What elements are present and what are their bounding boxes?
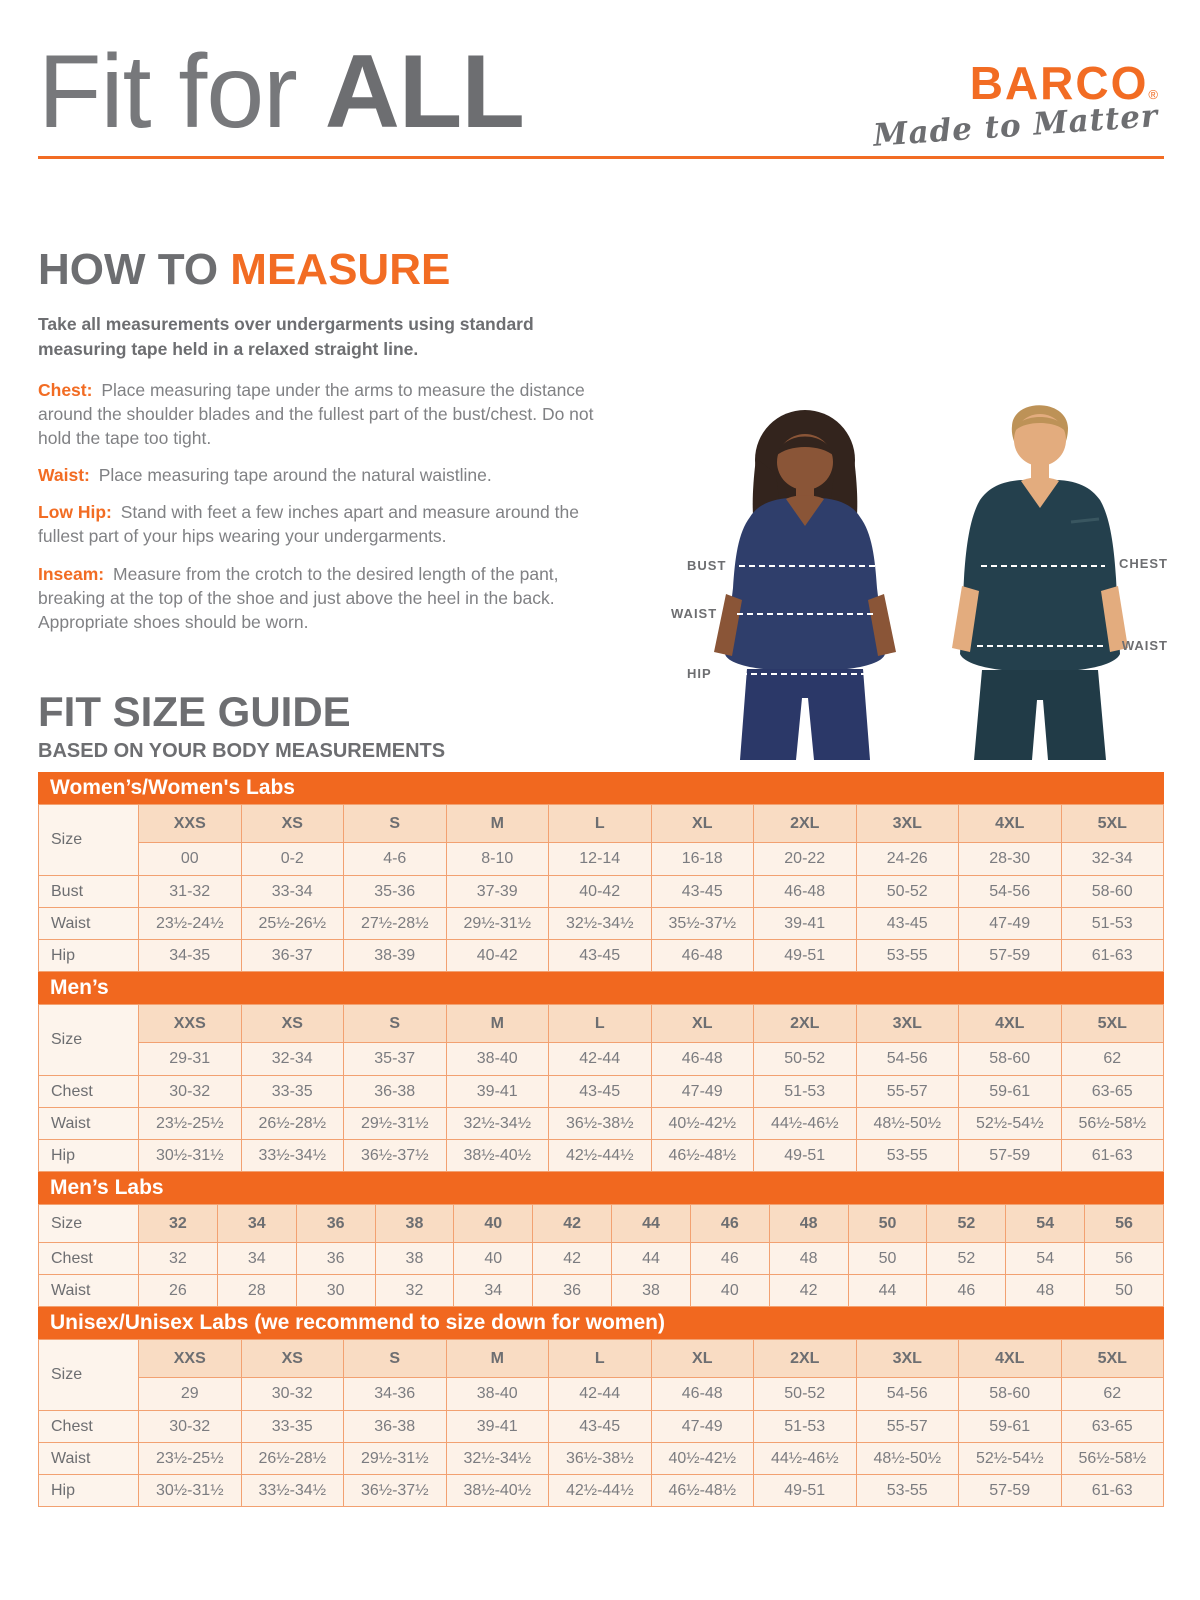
size-number-cell: 28-30: [959, 843, 1062, 876]
measurement-cell: 47-49: [651, 1076, 754, 1108]
size-col-header: 40: [454, 1205, 533, 1243]
measurement-cell: 43-45: [549, 1076, 652, 1108]
measurement-cell: 56½-58½: [1061, 1108, 1164, 1140]
size-col-header: 5XL: [1061, 1005, 1164, 1043]
measurement-cell: 38½-40½: [446, 1475, 549, 1507]
measurement-cell: 27½-28½: [344, 908, 447, 940]
bust-label: BUST: [687, 558, 727, 573]
size-col-header: 3XL: [856, 1005, 959, 1043]
measurement-cell: 44½-46½: [754, 1108, 857, 1140]
measurement-cell: 29½-31½: [344, 1443, 447, 1475]
measurement-cell: 52½-54½: [959, 1443, 1062, 1475]
measurement-cell: 52½-54½: [959, 1108, 1062, 1140]
measure-item-waist: Waist: Place measuring tape around the natural waistline.: [38, 465, 492, 486]
measurement-cell: 38-39: [344, 940, 447, 972]
size-col-header: M: [446, 1340, 549, 1378]
man-figure: [952, 405, 1128, 760]
measurement-cell: 30½-31½: [139, 1475, 242, 1507]
measurement-cell: 34: [217, 1243, 296, 1275]
measure-row-label: Chest: [39, 1076, 139, 1108]
how-to-measure-heading: [38, 245, 618, 294]
measure-term: Chest:: [38, 379, 93, 400]
measurement-cell: 32½-34½: [446, 1108, 549, 1140]
measurement-cell: 59-61: [959, 1411, 1062, 1443]
size-row-label: Size: [39, 1005, 139, 1076]
table-banner-womens: Women’s/Women's Labs: [38, 772, 1164, 804]
size-col-header: 44: [612, 1205, 691, 1243]
measurement-cell: 57-59: [959, 1475, 1062, 1507]
size-col-header: 5XL: [1061, 805, 1164, 843]
size-col-header: 36: [296, 1205, 375, 1243]
measurement-cell: 33-34: [241, 876, 344, 908]
measurement-cell: 46: [690, 1243, 769, 1275]
measurement-cell: 23½-24½: [139, 908, 242, 940]
size-col-header: 3XL: [856, 805, 959, 843]
measurement-cell: 59-61: [959, 1076, 1062, 1108]
measurement-cell: 43-45: [549, 1411, 652, 1443]
measurement-cell: 46½-48½: [651, 1475, 754, 1507]
measurement-cell: 55-57: [856, 1411, 959, 1443]
brand-name-line: [873, 57, 1158, 109]
measurement-cell: 49-51: [754, 1140, 857, 1172]
measurement-cell: 46-48: [651, 940, 754, 972]
size-number-cell: 20-22: [754, 843, 857, 876]
chest-label: CHEST: [1118, 556, 1168, 571]
measure-row-label: Hip: [39, 1140, 139, 1172]
measure-term: Low Hip:: [38, 502, 112, 523]
measurement-cell: 30-32: [139, 1411, 242, 1443]
measurement-cell: 40-42: [446, 940, 549, 972]
measurement-cell: 46-48: [754, 876, 857, 908]
measurement-cell: 34: [454, 1275, 533, 1307]
size-col-header: XS: [241, 1340, 344, 1378]
measurement-cell: 32½-34½: [549, 908, 652, 940]
brand-tagline: Made to Matter: [871, 98, 1159, 154]
size-number-cell: 34-36: [344, 1378, 447, 1411]
size-col-header: 3XL: [856, 1340, 959, 1378]
measurement-cell: 33-35: [241, 1411, 344, 1443]
size-col-header: S: [344, 1005, 447, 1043]
size-col-header: XS: [241, 805, 344, 843]
measurement-cell: 37-39: [446, 876, 549, 908]
measurement-cell: 51-53: [1061, 908, 1164, 940]
measurement-cell: 38: [375, 1243, 454, 1275]
measurement-cell: 61-63: [1061, 1140, 1164, 1172]
measurement-cell: 51-53: [754, 1076, 857, 1108]
measurement-cell: 29½-31½: [446, 908, 549, 940]
size-col-header: L: [549, 1005, 652, 1043]
waist-label-woman: WAIST: [671, 606, 718, 621]
registered-mark-icon: ®: [1148, 87, 1158, 102]
how-to-measure-section: [38, 245, 618, 647]
measurement-cell: 36-38: [344, 1411, 447, 1443]
measurement-cell: 42: [533, 1243, 612, 1275]
size-number-cell: 46-48: [651, 1378, 754, 1411]
measurement-cell: 36½-38½: [549, 1443, 652, 1475]
size-col-header: XL: [651, 1340, 754, 1378]
size-col-header: S: [344, 1340, 447, 1378]
measurement-cell: 63-65: [1061, 1411, 1164, 1443]
size-row-label: Size: [39, 1340, 139, 1411]
measurement-cell: 36: [296, 1243, 375, 1275]
measurement-cell: 49-51: [754, 1475, 857, 1507]
measure-row-label: Hip: [39, 940, 139, 972]
measurement-cell: 43-45: [651, 876, 754, 908]
measurement-cell: 50: [1085, 1275, 1164, 1307]
measurement-cell: 25½-26½: [241, 908, 344, 940]
brand-logo: [871, 57, 1159, 154]
measurement-cell: 40½-42½: [651, 1443, 754, 1475]
measurement-cell: 44½-46½: [754, 1443, 857, 1475]
size-number-cell: 58-60: [959, 1043, 1062, 1076]
size-col-header: XXS: [139, 1005, 242, 1043]
measurement-cell: 36-37: [241, 940, 344, 972]
size-row-label: Size: [39, 1205, 139, 1243]
measurement-cell: 33-35: [241, 1076, 344, 1108]
size-col-header: 42: [533, 1205, 612, 1243]
page-title-regular: Fit for: [38, 34, 325, 150]
measurement-cell: 39-41: [754, 908, 857, 940]
measurement-cell: 42½-44½: [549, 1140, 652, 1172]
measurement-cell: 53-55: [856, 1140, 959, 1172]
measurement-cell: 30½-31½: [139, 1140, 242, 1172]
size-number-cell: 35-37: [344, 1043, 447, 1076]
measure-item-inseam: Inseam: Measure from the crotch to the desired length of the pant, breaking at the top of the shoe and just above the heel in the back. Appropriate shoes should be worn.: [38, 563, 559, 632]
measurement-cell: 56: [1085, 1243, 1164, 1275]
measurement-cell: 61-63: [1061, 940, 1164, 972]
size-col-header: 56: [1085, 1205, 1164, 1243]
size-tables: [38, 772, 1164, 1507]
size-number-cell: 16-18: [651, 843, 754, 876]
size-number-cell: 29-31: [139, 1043, 242, 1076]
measurement-cell: 40: [454, 1243, 533, 1275]
size-number-cell: 50-52: [754, 1043, 857, 1076]
measure-row-label: Hip: [39, 1475, 139, 1507]
measurement-cell: 26: [139, 1275, 218, 1307]
table-banner-mens: Men’s: [38, 972, 1164, 1004]
brand-name: BARCO: [969, 57, 1149, 109]
size-grid-womens: [38, 804, 1164, 972]
models-illustration: [655, 386, 1170, 760]
measurement-cell: 26½-28½: [241, 1108, 344, 1140]
size-table-mens: [38, 972, 1164, 1172]
woman-figure: [714, 410, 896, 760]
size-col-header: 4XL: [959, 1005, 1062, 1043]
measure-item-lowhip: Low Hip: Stand with feet a few inches apart and measure around the fullest part of your hips wearing your undergarments.: [38, 502, 579, 547]
measurement-cell: 47-49: [651, 1411, 754, 1443]
measurement-cell: 39-41: [446, 1076, 549, 1108]
size-grid-mens-labs: [38, 1204, 1164, 1307]
measurement-cell: 33½-34½: [241, 1140, 344, 1172]
size-number-cell: 42-44: [549, 1378, 652, 1411]
measure-row-label: Waist: [39, 1108, 139, 1140]
measurement-cell: 55-57: [856, 1076, 959, 1108]
size-col-header: 52: [927, 1205, 1006, 1243]
size-number-cell: 00: [139, 843, 242, 876]
measurement-cell: 49-51: [754, 940, 857, 972]
measurement-cell: 43-45: [856, 908, 959, 940]
fit-size-guide-title: FIT SIZE GUIDE: [38, 688, 351, 735]
size-number-cell: 58-60: [959, 1378, 1062, 1411]
measurement-cell: 32: [139, 1243, 218, 1275]
measurement-cell: 39-41: [446, 1411, 549, 1443]
size-number-cell: 4-6: [344, 843, 447, 876]
table-banner-unisex: Unisex/Unisex Labs (we recommend to size down for women): [38, 1307, 1164, 1339]
size-col-header: M: [446, 805, 549, 843]
size-number-cell: 38-40: [446, 1043, 549, 1076]
size-grid-mens: [38, 1004, 1164, 1172]
measurement-cell: 47-49: [959, 908, 1062, 940]
hip-label: HIP: [687, 666, 712, 681]
measurement-cell: 34-35: [139, 940, 242, 972]
measure-row-label: Chest: [39, 1243, 139, 1275]
measurement-cell: 36: [533, 1275, 612, 1307]
measurement-cell: 36½-37½: [344, 1475, 447, 1507]
measurement-cell: 43-45: [549, 940, 652, 972]
measurement-cell: 30-32: [139, 1076, 242, 1108]
measure-row-label: Chest: [39, 1411, 139, 1443]
size-col-header: 32: [139, 1205, 218, 1243]
waist-label-man: WAIST: [1121, 638, 1168, 653]
size-table-mens-labs: [38, 1172, 1164, 1307]
measurement-cell: 42: [769, 1275, 848, 1307]
size-col-header: L: [549, 805, 652, 843]
measurement-cell: 48: [769, 1243, 848, 1275]
measure-row-label: Waist: [39, 908, 139, 940]
size-number-cell: 38-40: [446, 1378, 549, 1411]
measurement-cell: 28: [217, 1275, 296, 1307]
size-number-cell: 24-26: [856, 843, 959, 876]
size-number-cell: 50-52: [754, 1378, 857, 1411]
heading-gray-part: HOW TO: [38, 245, 231, 294]
table-banner-mens-labs: Men’s Labs: [38, 1172, 1164, 1204]
size-col-header: M: [446, 1005, 549, 1043]
measurement-cell: 44: [612, 1243, 691, 1275]
size-number-cell: 62: [1061, 1043, 1164, 1076]
fit-size-guide-subtitle: BASED ON YOUR BODY MEASUREMENTS: [38, 740, 446, 762]
measurement-cell: 54-56: [959, 876, 1062, 908]
size-col-header: 4XL: [959, 805, 1062, 843]
size-col-header: 38: [375, 1205, 454, 1243]
measurement-cell: 44: [848, 1275, 927, 1307]
measure-row-label: Waist: [39, 1275, 139, 1307]
size-col-header: 54: [1006, 1205, 1085, 1243]
measurement-cell: 50: [848, 1243, 927, 1275]
measurement-cell: 35-36: [344, 876, 447, 908]
measurement-cell: 35½-37½: [651, 908, 754, 940]
size-grid-unisex: [38, 1339, 1164, 1507]
size-col-header: 34: [217, 1205, 296, 1243]
heading-orange-part: MEASURE: [230, 245, 451, 294]
size-row-label: Size: [39, 805, 139, 876]
size-col-header: 4XL: [959, 1340, 1062, 1378]
measurement-cell: 32: [375, 1275, 454, 1307]
size-col-header: 50: [848, 1205, 927, 1243]
size-number-cell: 8-10: [446, 843, 549, 876]
measurement-cell: 58-60: [1061, 876, 1164, 908]
measurement-cell: 36½-37½: [344, 1140, 447, 1172]
measurement-cell: 23½-25½: [139, 1443, 242, 1475]
measurement-cell: 53-55: [856, 1475, 959, 1507]
size-number-cell: 54-56: [856, 1043, 959, 1076]
measurement-cell: 38½-40½: [446, 1140, 549, 1172]
measurement-cell: 48½-50½: [856, 1108, 959, 1140]
measurement-cell: 31-32: [139, 876, 242, 908]
measurement-cell: 38: [612, 1275, 691, 1307]
measurement-cell: 56½-58½: [1061, 1443, 1164, 1475]
size-col-header: 5XL: [1061, 1340, 1164, 1378]
size-col-header: L: [549, 1340, 652, 1378]
page-title: [38, 34, 524, 150]
size-col-header: 2XL: [754, 1340, 857, 1378]
measurement-cell: 53-55: [856, 940, 959, 972]
size-col-header: XL: [651, 1005, 754, 1043]
measurement-cell: 33½-34½: [241, 1475, 344, 1507]
measurement-cell: 54: [1006, 1243, 1085, 1275]
measurement-cell: 42½-44½: [549, 1475, 652, 1507]
size-number-cell: 62: [1061, 1378, 1164, 1411]
measure-row-label: Waist: [39, 1443, 139, 1475]
size-number-cell: 46-48: [651, 1043, 754, 1076]
size-number-cell: 54-56: [856, 1378, 959, 1411]
measure-intro: Take all measurements over undergarments using standard measuring tape held in a relaxed straight line.: [38, 314, 534, 359]
measurement-cell: 52: [927, 1243, 1006, 1275]
measurement-cell: 48: [1006, 1275, 1085, 1307]
size-number-cell: 42-44: [549, 1043, 652, 1076]
size-col-header: XL: [651, 805, 754, 843]
measure-term: Inseam:: [38, 563, 105, 584]
measurement-cell: 40: [690, 1275, 769, 1307]
measure-term: Waist:: [38, 465, 90, 486]
size-table-unisex: [38, 1307, 1164, 1507]
size-table-womens: [38, 772, 1164, 972]
size-col-header: XS: [241, 1005, 344, 1043]
size-col-header: 48: [769, 1205, 848, 1243]
measurement-cell: 26½-28½: [241, 1443, 344, 1475]
measurement-cell: 57-59: [959, 940, 1062, 972]
measure-list: [38, 378, 618, 634]
measurement-cell: 29½-31½: [344, 1108, 447, 1140]
measurement-cell: 61-63: [1061, 1475, 1164, 1507]
size-col-header: XXS: [139, 1340, 242, 1378]
size-number-cell: 29: [139, 1378, 242, 1411]
header-divider: [38, 156, 1164, 159]
size-number-cell: 30-32: [241, 1378, 344, 1411]
measurement-cell: 51-53: [754, 1411, 857, 1443]
models-photo: [655, 386, 1170, 760]
size-col-header: XXS: [139, 805, 242, 843]
size-col-header: 2XL: [754, 1005, 857, 1043]
size-number-cell: 0-2: [241, 843, 344, 876]
measurement-cell: 50-52: [856, 876, 959, 908]
measurement-cell: 63-65: [1061, 1076, 1164, 1108]
size-col-header: 46: [690, 1205, 769, 1243]
page-title-bold: ALL: [324, 34, 524, 150]
measurement-cell: 32½-34½: [446, 1443, 549, 1475]
measurement-cell: 46½-48½: [651, 1140, 754, 1172]
size-number-cell: 32-34: [1061, 843, 1164, 876]
measurement-cell: 23½-25½: [139, 1108, 242, 1140]
size-col-header: 2XL: [754, 805, 857, 843]
measurement-cell: 46: [927, 1275, 1006, 1307]
measure-row-label: Bust: [39, 876, 139, 908]
measurement-cell: 40½-42½: [651, 1108, 754, 1140]
size-col-header: S: [344, 805, 447, 843]
measurement-cell: 57-59: [959, 1140, 1062, 1172]
measurement-cell: 36-38: [344, 1076, 447, 1108]
measurement-cell: 40-42: [549, 876, 652, 908]
size-number-cell: 12-14: [549, 843, 652, 876]
size-number-cell: 32-34: [241, 1043, 344, 1076]
measure-item-chest: Chest: Place measuring tape under the arms to measure the distance around the shoulder blades and the fullest part of the bust/chest. Do not hold the tape too tight.: [38, 379, 594, 448]
measurement-cell: 36½-38½: [549, 1108, 652, 1140]
measurement-cell: 48½-50½: [856, 1443, 959, 1475]
measurement-cell: 30: [296, 1275, 375, 1307]
